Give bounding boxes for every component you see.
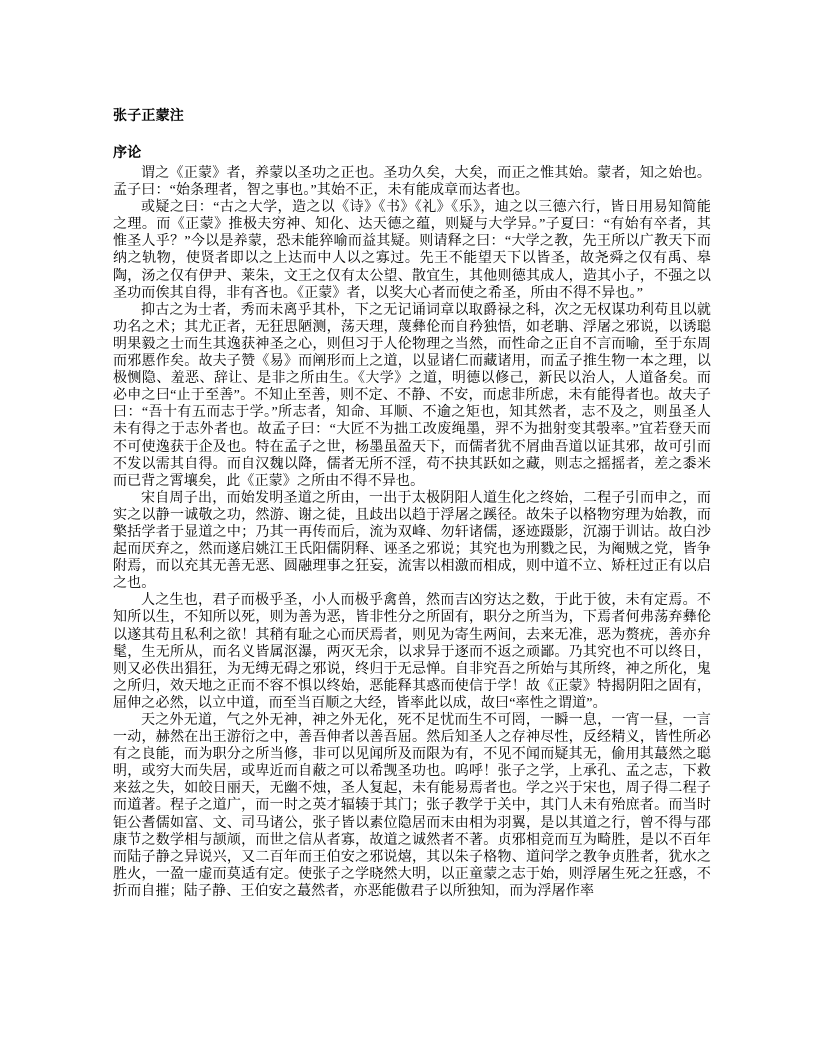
page-title: 张子正蒙注 bbox=[113, 109, 184, 124]
section-heading-preface: 序论 bbox=[113, 146, 142, 161]
paragraph: 谓之《正蒙》者，养蒙以圣功之正也。圣功久矣，大矣，而正之惟其始。蒙者，知之始也。孟子曰：“始条理者，智之事也。”其始不正，未有能成章而达者也。 bbox=[113, 166, 711, 199]
paragraph: 或疑之曰：“古之大学，造之以《诗》《书》《礼》《乐》，迪之以三德六行，皆日用易知简能之理。而《正蒙》推极夫穷神、知化、达天德之蕴，则疑与大学异。”子夏曰：“有始有卒者，其惟圣人乎？”今以是养蒙，恐未能猝喻而益其疑。则请释之曰：“大学之教，先王所以广教天下而纳之轨物，使贤者即以之上达而中人以之寡过。先王不能望天下以皆圣，故尧舜之仅有禹、皋陶，汤之仅有伊尹、莱朱，文王之仅有太公望、散宜生，其他则德其成人，造其小子，不强之以圣功而俟其自得，非有吝也。《正蒙》者，以奖大心者而使之希圣，所由不得不异也。” bbox=[113, 200, 711, 301]
paragraph: 宋自周子出，而始发明圣道之所由，一出于太极阴阳人道生化之终始，二程子引而申之，而实之以静一诚敬之功，然游、谢之徒，且歧出以趋于浮屠之蹊径。故朱子以格物穷理为始教，而檠括学者于显道之中；乃其一再传而后，流为双峰、勿轩诸儒，逐迹蹑影，沉溺于训诂。故白沙起而厌弃之，然而遂启姚江王氏阳儒阴释、诬圣之邪说；其究也为刑戮之民，为阉贼之党，皆争附焉，而以充其无善无恶、圆融理事之狂妄，流害以相激而相成，则中道不立、矫枉过正有以启之也。 bbox=[113, 490, 711, 592]
document-content bbox=[113, 108, 711, 900]
paragraph: 抑古之为士者，秀而未离乎其朴，下之无记诵词章以取爵禄之科，次之无权谋功利苟且以就功名之术；其尤正者，无狂思陋测，荡天理，蔑彝伦而自矜独悟，如老聃、浮屠之邪说，以诱聪明果毅之士而生其逸获神圣之心，则但习于人伦物理之当然，而性命之正自不言而喻，至于东周而邪慝作矣。故夫子赞《易》而阐形而上之道，以显诸仁而藏诸用，而孟子推生物一本之理，以极恻隐、羞恶、辞让、是非之所由生。《大学》之道，明德以修己，新民以治人，人道备矣。而必申之曰“止于至善”。不知止至善，则不定、不静、不安，而虑非所虑，未有能得者也。故夫子曰：“吾十有五而志于学。”所志者，知命、耳顺、不逾之矩也，知其然者，志不及之，则虽圣人未有得之于志外者也。故孟子曰：“大匠不为拙工改废绳墨，羿不为拙射变其彀率。”宜若登天而不可使逸获于企及也。特在孟子之世，杨墨虽盈天下，而儒者犹不屑曲吾道以证其邪，故可引而不发以需其自得。而自汉魏以降，儒者无所不淫，苟不抉其跃如之藏，则志之摇摇者，差之黍米而已背之霄壤矣，此《正蒙》之所由不得不异也。 bbox=[113, 302, 711, 489]
paragraph: 人之生也，君子而极乎圣，小人而极乎禽兽，然而吉凶穷达之数，于此于彼，未有定焉。不知所以生，不知所以死，则为善为恶，皆非性分之所固有，职分之所当为，下焉者何弗荡弃彝伦以遂其苟且私利之欲！其稍有耻之心而厌焉者，则见为寄生两间，去来无准，恶为赘疣，善亦弁髦，生无所从，而名义皆属沤瀑，两灭无余，以求异于逐而不返之顽鄙。乃其究也不可以终日，则又必佚出猖狂，为无缚无碍之邪说，终归于无忌惮。自非究吾之所始与其所终，神之所化，鬼之所归，效天地之正而不容不惧以终始，恶能释其惑而使信于学！故《正蒙》特揭阴阳之固有，屈伸之必然，以立中道，而至当百顺之大经，皆率此以成，故曰“率性之谓道”。 bbox=[113, 593, 711, 711]
paragraph: 天之外无道，气之外无神，神之外无化，死不足忧而生不可罔，一瞬一息，一宵一昼，一言一动，赫然在出王游衍之中，善吾伸者以善吾屈。然后知圣人之存神尽性，反经精义，皆性所必有之良能，而为职分之所当修，非可以见闻所及而限为有，不见不闻而疑其无，偷用其蕞然之聪明，或穷大而失居，或卑近而自蔽之可以希觊圣功也。呜呼！张子之学，上承孔、孟之志，下救来兹之失，如皎日丽天，无幽不烛，圣人复起，未有能易焉者也。学之兴于宋也，周子得二程子而道著。程子之道广，而一时之英才辐辏于其门；张子教学于关中，其门人未有殆庶者。而当时钜公耆儒如富、文、司马诸公，张子皆以素位隐居而末由相为羽翼，是以其道之行，曾不得与邵康节之数学相与颉颃，而世之信从者寡，故道之诚然者不著。贞邪相竞而互为畸胜，是以不百年而陆子静之异说兴，又二百年而王伯安之邪说熺，其以朱子格物、道问学之教争贞胜者，犹水之胜火，一盈一虚而莫适有定。使张子之学晓然大明，以正童蒙之志于始，则浮屠生死之狂惑，不折而自摧；陆子静、王伯安之蕞然者，亦恶能傲君子以所独知，而为浮屠作率 bbox=[113, 713, 711, 899]
